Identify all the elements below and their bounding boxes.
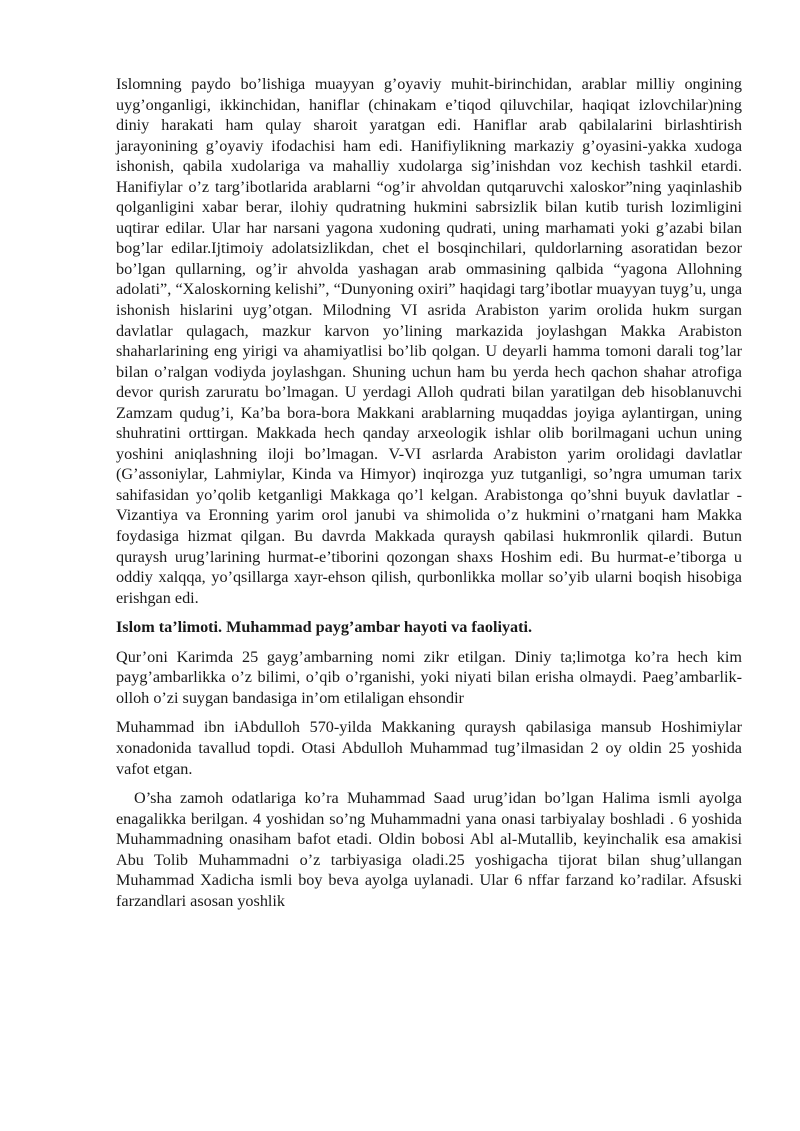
section-heading: Islom ta’limoti. Muhammad payg’ambar hayoti va faoliyati. <box>116 618 533 637</box>
paragraph-islam-origins: Islomning paydo bo’lishiga muayyan g’oyaviy muhit-birinchidan, arablar milliy ongining uyg’onganligi, ikkinchidan, haniflar (chinakam e’tiqod qiluvchilar, haqiqat izlovchilar)ning diniy harakati ham qulay sharoit yaratgan edi. Haniflar arab qabilalarini birlashtirish jarayonining g’oyaviy ifodachisi ham edi. Hanifiylikning markaziy g’oyasini-yakka xudoga ishonish, qabila xudolariga va mahalliy xudolarga sig’inishdan voz kechish tashkil etardi. Hanifiylar o’z targ’ibotlarida arablarni “og’ir ahvoldan qutqaruvchi xaloskor”ning yaqinlashib qolganligini xabar berar, ilohiy qudratning hukmini sabrsizlik bilan kutib turish lozimligini uqtirar edilar. Ular har narsani yagona xudoning qudrati, uning marhamati yoki g’azabi bilan bog’lar edilar.Ijtimoiy adolatsizlikdan, chet el bosqinchilari, quldorlarning asoratidan bezor bo’lgan qullarning, og’ir ahvolda yashagan arab ommasining qalbida “yagona Allohning adolati”, “Xaloskorning kelishi”, “Dunyoning oxiri” haqidagi targ’ibotlar muayyan tuyg’u, unga ishonish hislarini uyg’otgan. Milodning VI asrida Arabiston yarim orolida hukm surgan davlatlar qulagach, mazkur karvon yo’lining markazida joylashgan Makka Arabiston shaharlarining eng yirigi va ahamiyatlisi bo’lib qolgan. U deyarli hamma tomoni darali tog’lar bilan o’ralgan vodiyda joylashgan. Shuning uchun ham bu yerda hech qachon shahar atrofiga devor qurish zaruratu bo’lmagan. U yerdagi Alloh qudrati bilan yaratilgan deb hisoblanuvchi Zamzam qudug’i, Ka’ba bora-bora Makkani arablarning muqaddas joyiga aylantirgan, uning shuhratini orttirgan. Makkada hech qanday arxeologik ishlar olib borilmagani uchun uning yoshini aniqlashning iloji bo’lmagan. V-VI asrlarda Arabiston yarim orolidagi davlatlar (G’assoniylar, Lahmiylar, Kinda va Himyor) inqirozga yuz tutganligi, so’ngra umuman tarix sahifasidan yo’qolib ketganligi Makkaga qo’l kelgan. Arabistonga qo’shni buyuk davlatlar - Vizantiya va Eronning yarim orol janubi va shimolida o’z hukmini o’rnatgani ham Makka foydasiga hizmat qilgan. Bu davrda Makkada quraysh qabilasi hukmronlik qilardi. Butun quraysh urug’larining hurmat-e’tiborini qozongan shaxs Hoshim edi. Bu hurmat-e’tiborga u oddiy xalqqa, yo’qsillarga xayr-ehson qilish, qurbonlikka mollar so’yib ularni boqish hisobiga erishgan edi. <box>116 75 742 607</box>
paragraph-muhammad-birth: Muhammad ibn iAbdulloh 570-yilda Makkaning quraysh qabilasiga mansub Hoshimiylar xonadonida tavallud topdi. Otasi Abdulloh Muhammad tug’ilmasidan 2 oy oldin 25 yoshida vafot etgan. <box>116 718 742 778</box>
document-page <box>116 74 742 911</box>
paragraph-muhammad-youth: O’sha zamoh odatlariga ko’ra Muhammad Saad urug’idan bo’lgan Halima ismli ayolga enagalikka berilgan. 4 yoshidan so’ng Muhammadni yana onasi tarbiyalay boshladi . 6 yoshida Muhammadning onasiham bafot etadi. Oldin bobosi Abl al-Mutallib, keyinchalik esa amakisi Abu Tolib Muhammadni o’z tarbiyasiga oladi.25 yoshigacha tijorat bilan shug’ullangan Muhammad Xadicha ismli boy beva ayolga uylanadi. Ular 6 nffar farzand ko’radilar. Afsuski farzandlari asosan yoshlik <box>116 789 742 910</box>
paragraph-prophets: Qur’oni Karimda 25 gayg’ambarning nomi zikr etilgan. Diniy ta;limotga ko’ra hech kim payg’ambarlikka o’z bilimi, o’qib o’rganishi, yoki niyati bilan erisha olmaydi. Paeg’ambarlik- olloh o’zi suygan bandasiga in’om etilaligan ehsondir <box>116 647 742 707</box>
